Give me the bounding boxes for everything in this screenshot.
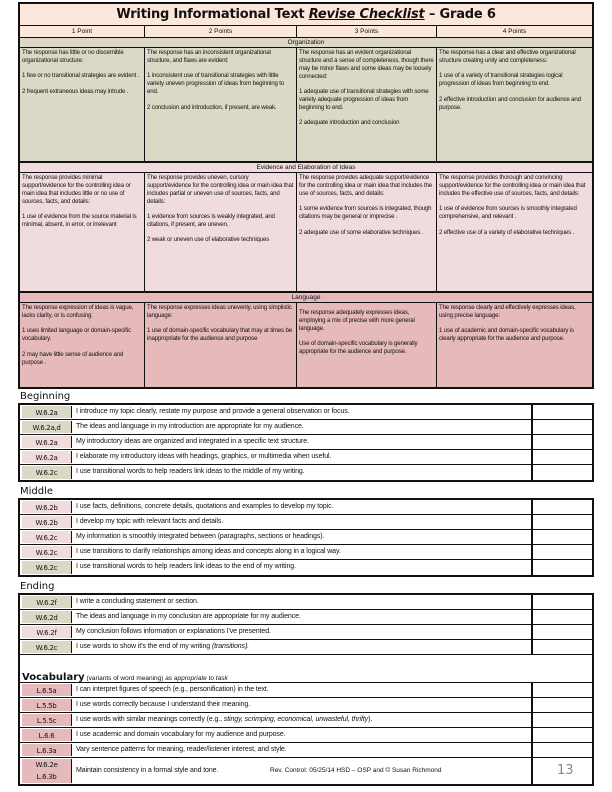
standard-code: L.6.3a: [22, 744, 72, 756]
criterion-text: I use words correctly because I understand their meaning.: [72, 698, 533, 712]
criterion-text: I use facts, definitions, concrete details, quotations and examples to develop my topic.: [72, 500, 533, 514]
standard-code: W.6.2a,d: [22, 421, 72, 433]
criterion-text: Vary sentence patterns for meaning, reader/listener interest, and style.: [72, 743, 533, 757]
checklist-row: [20, 465, 592, 480]
criterion-text: The ideas and language in my conclusion are appropriate for my audience.: [72, 610, 533, 624]
checklist-row: [20, 698, 592, 713]
check-box[interactable]: [533, 560, 592, 575]
criterion-text: I introduce my topic clearly, restate my purpose and provide a general observation or focus.: [72, 405, 533, 419]
criterion-text: I use transitional words to help readers link ideas to the middle of my writing.: [72, 465, 533, 480]
checklist-row: [20, 610, 592, 625]
checklist-row: [20, 420, 592, 435]
standard-code: W.6.2a: [22, 451, 72, 463]
check-box[interactable]: [533, 530, 592, 544]
checklist-row: [20, 405, 592, 420]
criterion-text: I use words to show it's the end of my writing (transitions).: [72, 640, 533, 654]
criterion-text: I write a concluding statement or section.: [72, 595, 533, 609]
standard-code: L.5.5b: [22, 699, 72, 711]
check-box[interactable]: [533, 743, 592, 757]
section-title-ending: Ending: [20, 581, 55, 592]
checklist-row: [20, 683, 592, 698]
rubric-cell: The response expression of ideas is vague, lacks clarity, or is confusing: 1 uses limited language or domain-specific vocabulary. 2 may have little sense of audience and purpose .: [20, 303, 145, 387]
standard-code: W.6.2f: [22, 626, 72, 638]
rubric-cell: The response provides minimal support/evidence for the controlling idea or main idea that includes little or no use of sources, facts, and details: 1 use of evidence from the source material is minimal, absent, in error, or irrelevant: [20, 173, 145, 291]
page: [18, 2, 594, 786]
checklist-row: [20, 595, 592, 610]
standard-code: W.6.2e L.6.3b: [22, 759, 72, 783]
points-header-2: 2 Points: [145, 26, 297, 37]
checklist-row: [20, 545, 592, 560]
criterion-text: I use academic and domain vocabulary for my audience and purpose.: [72, 728, 533, 742]
checklist-row: [20, 530, 592, 545]
criterion-text: I elaborate my introductory ideas with headings, graphics, or multimedia when useful.: [72, 450, 533, 464]
criterion-text: I develop my topic with relevant facts and details.: [72, 515, 533, 529]
rubric-cell: The response has an inconsistent organizational structure, and flaws are evident: 1 inconsistent use of transitional strategies with little variety uneven progression of ideas from beginning to end. 2 conclusion and introduction, if present, are weak.: [145, 48, 297, 161]
check-box[interactable]: [533, 515, 592, 529]
rubric-cell: The response has little or no discernible organizational structure: 1 few or no transitional strategies are evident . 2 frequent extraneous ideas may intrude .: [20, 48, 145, 161]
section-label-evidence: Evidence and Elaboration of Ideas: [20, 163, 592, 173]
check-box[interactable]: [533, 405, 592, 419]
points-header-row: [20, 26, 592, 38]
rubric-cell: The response provides adequate support/evidence for the controlling idea or main idea that includes the use of sources, facts, and details: 1 some evidence from sources is integrated, though citations may be general or imprecise . 2 adequate use of some elaborative techniques .: [297, 173, 437, 291]
checklist-row: [20, 728, 592, 743]
checklist-row: [20, 625, 592, 640]
standard-code: W.6.2b: [22, 501, 72, 513]
checklist-ending-vocabulary: [18, 593, 594, 786]
points-header-1: 1 Point: [20, 26, 145, 37]
rubric-cell: The response clearly and effectively expresses ideas, using precise language: 1 use of academic and domain-specific vocabulary is clearly appropriate for the audience and purpose.: [439, 304, 576, 343]
criterion-text: My conclusion follows information or explanations I've presented.: [72, 625, 533, 639]
check-box[interactable]: [533, 420, 592, 434]
standard-code: W.6.2c: [22, 466, 72, 479]
check-box[interactable]: [533, 728, 592, 742]
check-box[interactable]: [533, 450, 592, 464]
checklist-row: [20, 713, 592, 728]
standard-code: W.6.2c: [22, 641, 72, 653]
checklist-row: [20, 500, 592, 515]
revision-footer: Rev. Control: 05/25/14 HSD – OSP and © Susan Richmond: [270, 767, 442, 774]
standard-code: W.6.2c: [22, 546, 72, 558]
standard-code: W.6.2a: [22, 406, 72, 418]
standard-code: W.6.2a: [22, 436, 72, 448]
spacer: [20, 655, 592, 665]
check-box[interactable]: [533, 595, 592, 609]
section-title-beginning: Beginning: [20, 391, 71, 402]
criterion-text: The ideas and language in my introduction are appropriate for my audience.: [72, 420, 533, 434]
criterion-text: I use transitional words to help readers link ideas to the end of my writing.: [72, 560, 533, 575]
rubric-cell: The response has an evident organizational structure and a sense of completeness, though there may be minor flaws and some ideas may be loosely connected: 1 adequate use of transitional strategies with some variety adequate progression of ideas from beginning to end. 2 adequate introduction and conclusion: [297, 48, 437, 161]
rubric-cell: The response adequately expresses ideas, employing a mix of precise with more general language. Use of domain-specific vocabulary is generally appropriate for the audience and purpose.: [297, 303, 437, 387]
rubric-row-evidence: [20, 173, 592, 293]
rubric-row-organization: [20, 48, 592, 163]
criterion-text: I can interpret figures of speech (e.g., personification) in the text.: [72, 683, 533, 697]
section-title-vocabulary: Vocabulary (variants of word meaning) as appropriate to task: [20, 665, 592, 683]
rubric-cell: The response provides uneven, cursory support/evidence for the controlling idea or main idea that includes partial or uneven use of sources, facts, and details: 1 evidence from sources is weakly integrated, and citations, if present, are uneven. 2 weak or uneven use of elaborative techniques: [145, 173, 297, 291]
criterion-text: My information is smoothly integrated between (paragraphs, sections or headings).: [72, 530, 533, 544]
checklist-row: [20, 743, 592, 758]
check-box[interactable]: [533, 500, 592, 514]
checklist-row: [20, 435, 592, 450]
check-box[interactable]: [533, 465, 592, 480]
standard-code: W.6.2c: [22, 531, 72, 543]
criterion-text: I use words with similar meanings correctly (e.g., stingy, scrimping, economical, unwasteful, thrifty).: [72, 713, 533, 727]
check-box[interactable]: [533, 640, 592, 654]
standard-code: L.6.6: [22, 729, 72, 741]
page-title: Writing Informational Text Revise Checklist – Grade 6: [20, 4, 592, 26]
checklist-row: [20, 640, 592, 655]
section-label-organization: Organization: [20, 38, 592, 48]
rubric-cell: The response has a clear and effective organizational structure creating unity and completeness: 1 use of a variety of transitional strategies logical progression of ideas from beginning to end. 2 effective introduction and conclusion for audience and purpose.: [439, 49, 581, 111]
standard-code: L.5.5c: [22, 714, 72, 726]
points-header-3: 3 Points: [297, 26, 437, 37]
standard-code: W.6.2b: [22, 516, 72, 528]
rubric-cell: The response expresses ideas unevenly, using simplistic language: 1 use of domain-specific vocabulary that may at times be inappropriate for the audience and purpose: [145, 303, 297, 387]
check-box[interactable]: [533, 698, 592, 712]
checklist-row: [20, 560, 592, 575]
page-number: 13: [557, 763, 574, 778]
check-box[interactable]: [533, 545, 592, 559]
rubric-row-language: [20, 303, 592, 387]
checklist-row: [20, 450, 592, 465]
check-box[interactable]: [533, 683, 592, 697]
rubric-cell: The response provides thorough and convincing support/evidence for the controlling idea or main idea that includes the effective use of sources, facts, and details: 1 use of evidence from sources is smoothly integrated comprehensive, and relevant . 2 effective use of a variety of elaborative techniques .: [439, 174, 586, 236]
checklist-middle: [18, 498, 594, 577]
criterion-text: Maintain consistency in a formal style and tone.: [72, 758, 533, 784]
standard-code: W.6.2c: [22, 561, 72, 574]
section-title-middle: Middle: [20, 486, 54, 497]
checklist-beginning: [18, 403, 594, 482]
rubric-table: [18, 2, 594, 389]
points-header-4: 4 Points: [502, 28, 527, 35]
check-box[interactable]: [533, 435, 592, 449]
check-box[interactable]: [533, 625, 592, 639]
standard-code: L.6.5a: [22, 684, 72, 696]
criterion-text: My introductory ideas are organized and integrated in a specific text structure.: [72, 435, 533, 449]
section-label-language: Language: [20, 293, 592, 303]
standard-code: W.6.2f: [22, 596, 72, 608]
check-box[interactable]: [533, 713, 592, 727]
standard-code: W.6.2d: [22, 611, 72, 623]
checklist-row: [20, 515, 592, 530]
criterion-text: I use transitions to clarify relationships among ideas and concepts along in a logical way.: [72, 545, 533, 559]
check-box[interactable]: [533, 610, 592, 624]
